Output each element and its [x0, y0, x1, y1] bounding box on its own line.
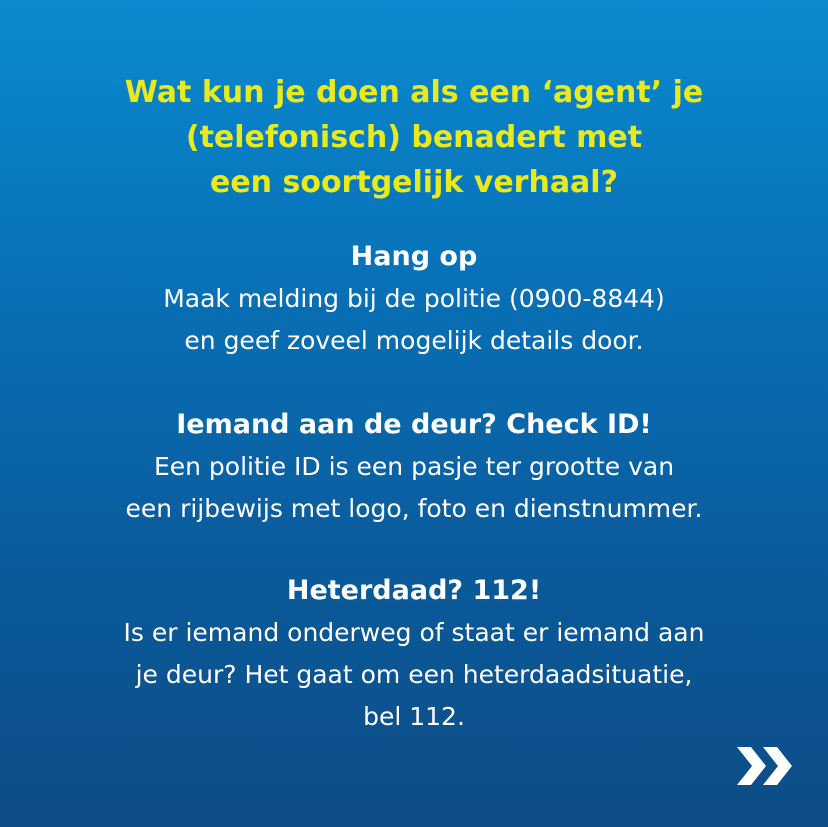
- section-body-line: Een politie ID is een pasje ter grootte van: [153, 452, 675, 481]
- section-heading: Hang op: [350, 241, 478, 272]
- section-body-line: bel 112.: [363, 702, 465, 731]
- section-body-line: een rijbewijs met logo, foto en dienstnummer.: [125, 494, 703, 523]
- section-body-line: en geef zoveel mogelijk details door.: [184, 326, 644, 355]
- section-body: [20, 446, 808, 530]
- headline-line: een soortgelijk verhaal?: [209, 165, 618, 200]
- section-body: [20, 612, 808, 738]
- section-body-line: je deur? Het gaat om een heterdaadsituatie,: [135, 660, 693, 689]
- double-chevron-right-icon[interactable]: [735, 745, 795, 787]
- section-heading: Heterdaad? 112!: [286, 575, 542, 606]
- section-heterdaad: [20, 570, 808, 738]
- section-body: [20, 278, 808, 362]
- section-check-id: [20, 404, 808, 530]
- section-hang-op: [20, 236, 808, 362]
- section-body-line: Is er iemand onderweg of staat er iemand aan: [123, 618, 705, 647]
- headline-line: Wat kun je doen als een ‘agent’ je: [124, 75, 704, 110]
- section-body-line: Maak melding bij de politie (0900-8844): [163, 284, 665, 313]
- headline: [40, 70, 788, 205]
- section-heading: Iemand aan de deur? Check ID!: [176, 409, 652, 440]
- headline-line: (telefonisch) benadert met: [185, 120, 643, 155]
